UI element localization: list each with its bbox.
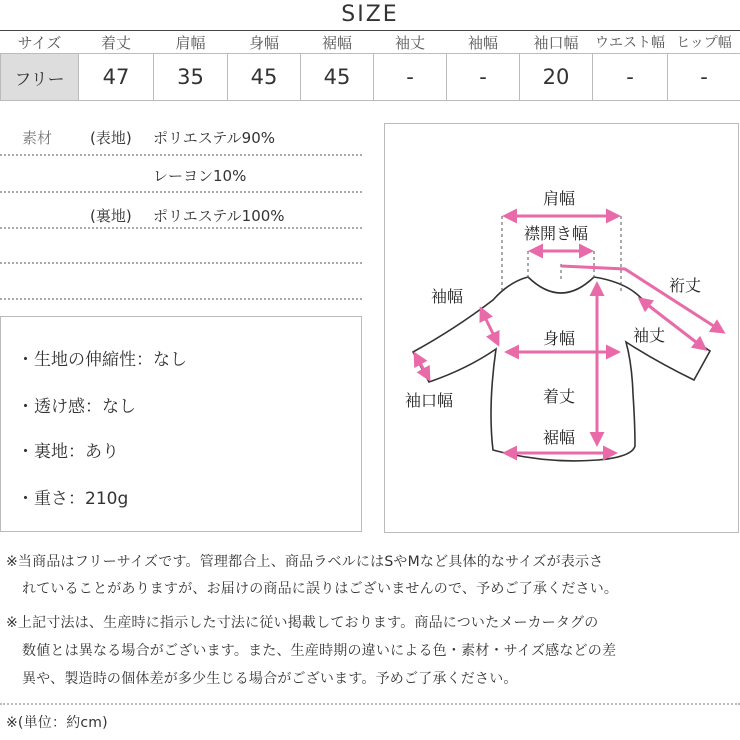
- table-cell: 20: [520, 54, 593, 101]
- material-outer-2: レーヨン10%: [153, 167, 247, 185]
- label-neck-width: 襟開き幅: [524, 224, 589, 243]
- footnote-line: 異や、製造時の個体差が多少生じる場合がございます。予めご了承ください。: [22, 671, 518, 687]
- feature-item: ・透け感：なし: [17, 397, 136, 417]
- label-shoulder-width: 肩幅: [543, 189, 576, 208]
- table-cell: 45: [228, 54, 301, 101]
- label-yuki-length: 裄丈: [669, 276, 702, 295]
- header-cell: 袖口幅: [533, 33, 579, 52]
- table-cell: 47: [79, 54, 154, 101]
- size-table-header: [1, 31, 740, 54]
- label-body-width: 身幅: [543, 329, 576, 348]
- header-cell: 着丈: [100, 33, 131, 52]
- footnote-line: 数値とは異なる場合がございます。また、生産時期の違いによる色・素材・サイズ感などの差: [22, 643, 617, 659]
- material-outer-label: (表地): [90, 129, 132, 147]
- feature-item: ・重さ：210g: [17, 489, 129, 509]
- header-cell: 身幅: [248, 33, 279, 52]
- size-table: [0, 31, 740, 101]
- feature-item: ・生地の伸縮性：なし: [17, 350, 187, 370]
- dotted-divider: [0, 191, 362, 193]
- label-sleeve-length: 袖丈: [633, 326, 666, 345]
- header-cell: 袖幅: [467, 33, 498, 52]
- label-length: 着丈: [543, 387, 576, 406]
- dotted-divider: [0, 703, 740, 705]
- material-lining-label: (裏地): [90, 207, 132, 225]
- header-cell: ウエスト幅: [595, 35, 665, 51]
- table-cell: -: [374, 54, 447, 101]
- garment-svg: [385, 124, 738, 532]
- page-title: SIZE: [341, 2, 399, 27]
- table-cell: -: [668, 54, 740, 101]
- header-cell: 袖丈: [394, 33, 425, 52]
- table-cell: -: [593, 54, 668, 101]
- label-hem-width: 裾幅: [543, 428, 576, 447]
- footnote-line: ※上記寸法は、生産時に指示した寸法に従い掲載しております。商品についたメーカータグの: [6, 615, 599, 631]
- table-cell: -: [447, 54, 520, 101]
- table-cell: 45: [301, 54, 374, 101]
- table-cell: 35: [154, 54, 228, 101]
- material-lining-1: ポリエステル100%: [153, 207, 285, 225]
- footnote-line: れていることがありますが、お届けの商品に誤りはございませんので、予めご了承ください。: [22, 581, 619, 597]
- material-outer-1: ポリエステル90%: [153, 129, 275, 147]
- dotted-divider: [0, 298, 362, 300]
- header-cell: サイズ: [17, 33, 62, 52]
- label-cuff-width: 袖口幅: [405, 391, 454, 410]
- dotted-divider: [0, 227, 362, 229]
- unit-note: ※(単位：約cm): [6, 715, 108, 731]
- material-label: 素材: [22, 129, 53, 147]
- label-sleeve-width: 袖幅: [431, 287, 464, 306]
- feature-item: ・裏地：あり: [17, 442, 119, 462]
- footnote-line: ※当商品はフリーサイズです。管理都合上、商品ラベルにはSやMなど具体的なサイズが表示さ: [6, 554, 604, 570]
- header-cell: 肩幅: [175, 33, 206, 52]
- table-row: [1, 54, 740, 101]
- features-box: [0, 316, 362, 532]
- header-cell: ヒップ幅: [676, 35, 732, 51]
- dotted-divider: [0, 154, 362, 156]
- dotted-divider: [0, 262, 362, 264]
- header-cell: 裾幅: [321, 33, 352, 52]
- size-name-cell: フリー: [1, 54, 79, 101]
- measurement-diagram: [384, 123, 739, 533]
